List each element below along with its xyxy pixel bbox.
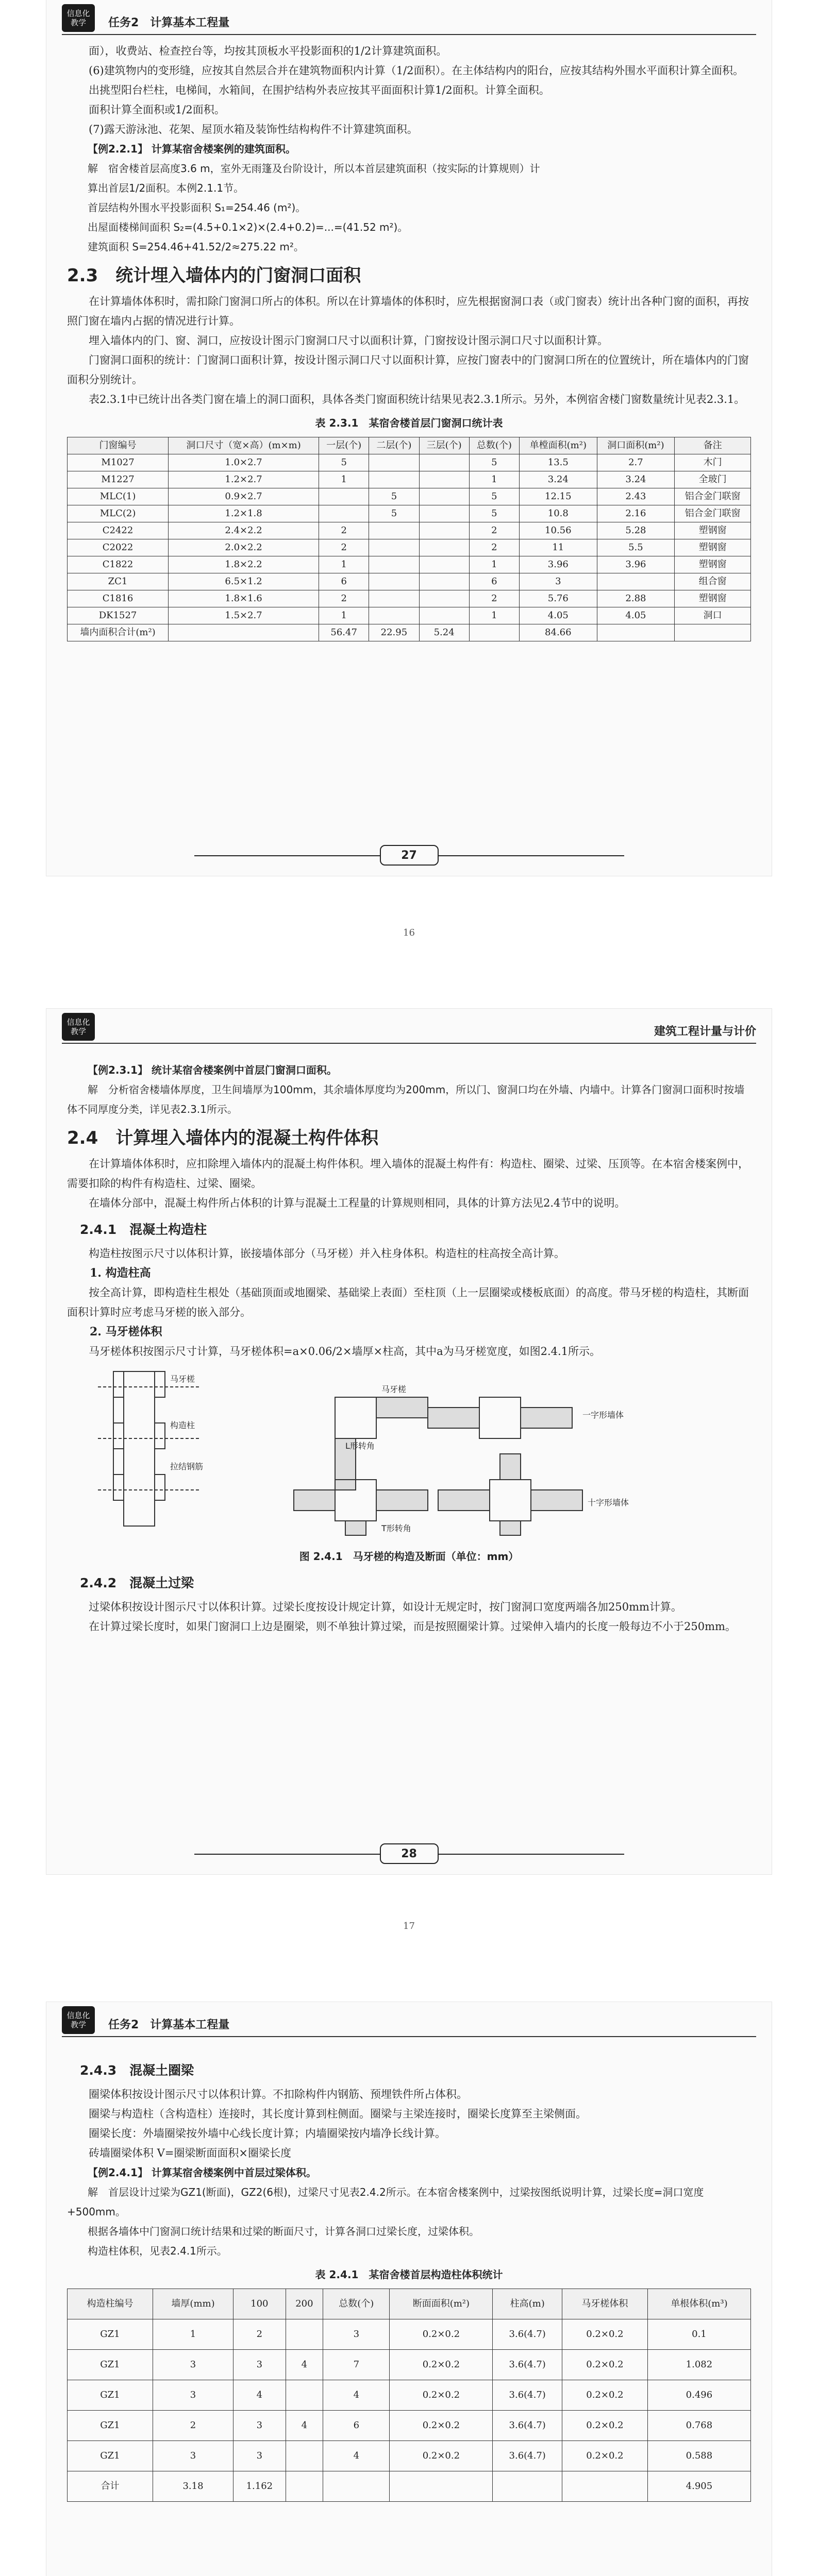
example-body: 根据各墙体中门窗洞口统计结果和过梁的断面尺寸，计算各洞口过梁长度，过梁体积。 [88,2225,479,2238]
paragraph: 马牙槎体积按图示尺寸计算，马牙槎体积=a×0.06/2×墙厚×柱高，其中a为马牙槎宽度，如图2.4.1所示。 [89,1345,601,1358]
table-row [68,624,751,641]
paragraph: 按全高计算，即构造柱生根处（基础顶面或地圈梁、基础梁上表面）至柱顶（上一层圈梁或楼板底面）的高度。带马牙槎的构造柱，其断面面积计算时应考虑马牙槎的嵌入部分。 [67,1286,749,1318]
table-cell [169,624,319,641]
table-cell [286,2441,323,2471]
header-title: 任务2 计算基本工程量 [108,16,230,29]
table-cell: M1227 [68,471,169,488]
example-body: 解 分析宿舍楼墙体厚度，卫生间墙厚为100mm，其余墙体厚度均为200mm，所以门、窗洞口均在外墙、内墙中。计算各门窗洞口面积时按墙体不同厚度分类，详见表2.3.1所示。 [67,1083,745,1115]
table-cell [390,2471,493,2502]
fig-label: 一字形墙体 [582,1410,624,1420]
table-cell: 1 [469,607,519,624]
paragraph: 埋入墙体内的门、窗、洞口，应按设计图示门窗洞口尺寸以面积计算，门窗按设计图示洞口尺寸以面积计算。 [89,334,608,347]
table-cell: DK1527 [68,607,169,624]
table-cell [419,454,469,471]
column-header: 洞口尺寸（宽×高）(m×m) [169,437,319,454]
table-cell: 合计 [68,2471,153,2502]
table-cell: 塑钢窗 [675,539,751,556]
table-cell [369,454,419,471]
table-cell: 2 [319,590,369,607]
page-header [62,2011,756,2037]
table-cell: 5 [319,454,369,471]
table-cell: 2 [469,539,519,556]
table-cell: 0.2×0.2 [562,2441,647,2471]
subsection-title: 2.4.2 混凝土过梁 [80,1575,194,1590]
paragraph: 圈梁长度：外墙圈梁按外墙中心线长度计算；内墙圈梁按内墙净长线计算。 [89,2127,446,2140]
table-cell: 0.588 [647,2441,750,2471]
example-title: 【例2.2.1】 计算某宿舍楼案例的建筑面积。 [88,143,296,155]
formula: 出屋面楼梯间面积 S₂=(4.5+0.1×2)×(2.4+0.2)=...=(41.52 m²)。 [88,221,408,233]
table-cell: 0.2×0.2 [390,2441,493,2471]
table-caption: 表 2.3.1 某宿舍楼首层门窗洞口统计表 [315,417,503,429]
table-cell [419,590,469,607]
table-row [68,2441,751,2471]
table-cell: 6 [323,2411,390,2441]
table-cell: 1 [153,2319,233,2350]
table-row [68,2471,751,2502]
table-cell: 铝合金门联窗 [675,488,751,505]
column-header: 单根体积(m³) [647,2289,750,2319]
column-volume-table [67,2289,751,2502]
table-cell: 2.88 [597,590,675,607]
logo: 信息化 教学 [62,4,95,32]
table-cell [286,2380,323,2411]
table-cell: 1.5×2.7 [169,607,319,624]
column-header: 总数(个) [469,437,519,454]
table-cell: 3.18 [153,2471,233,2502]
table-cell [419,556,469,573]
paragraph: 出挑型阳台栏柱，电梯间，水箱间，在围护结构外表应按其平面面积计算1/2面积。计算全面积。 [89,84,550,96]
table-cell: 0.2×0.2 [390,2350,493,2380]
table-cell [419,471,469,488]
table-cell: 10.8 [520,505,597,522]
table-cell: 1 [469,556,519,573]
column-header: 三层(个) [419,437,469,454]
table-cell: C2422 [68,522,169,539]
table-cell: 全玻门 [675,471,751,488]
table-row [68,2319,751,2350]
sheet-3 [46,2002,772,2576]
table-cell: 3 [233,2350,286,2380]
table-cell: 0.2×0.2 [562,2319,647,2350]
table-cell [419,488,469,505]
table-cell: 5.24 [419,624,469,641]
table-cell [597,624,675,641]
table-cell [319,505,369,522]
table-cell: 1.0×2.7 [169,454,319,471]
column-header: 200 [286,2289,323,2319]
paragraph: 在计算墙体体积时，需扣除门窗洞口所占的体积。所以在计算墙体的体积时，应先根据窗洞口表（或门窗表）统计出各种门窗的面积，再按照门窗在墙内占据的情况进行计算。 [67,295,749,327]
table-cell: 2.43 [597,488,675,505]
table-cell: 5 [469,454,519,471]
table-cell [675,624,751,641]
example-body: 解 首层设计过梁为GZ1(断面)，GZ2(6根)，过梁尺寸见表2.4.2所示。在本宿舍楼案例中，过梁按图纸说明计算，过梁长度=洞口宽度+500mm。 [67,2186,704,2218]
table-cell: C2022 [68,539,169,556]
table-cell: C1816 [68,590,169,607]
figure-caption: 图 2.4.1 马牙槎的构造及断面（单位：mm） [299,1550,519,1563]
example-title: 【例2.3.1】 统计某宿舍楼案例中首层门窗洞口面积。 [88,1064,337,1076]
table-cell [419,607,469,624]
page-number: 16 [403,927,415,938]
table-cell: GZ1 [68,2350,153,2380]
table-cell: 3.6(4.7) [493,2380,562,2411]
fig-label: 拉结钢筋 [170,1462,204,1471]
paragraph: 圈梁与构造柱（含构造柱）连接时，其长度计算到柱侧面。圈梁与主梁连接时，圈梁长度算至主梁侧面。 [89,2108,587,2120]
table-header-row [68,437,751,454]
content-2 [67,1060,751,1636]
table-cell: 3.24 [597,471,675,488]
column-header: 总数(个) [323,2289,390,2319]
paragraph: 面），收费站、检查控台等，均按其顶板水平投影面积的1/2计算建筑面积。 [89,45,447,57]
table-cell [419,539,469,556]
paragraph: 过梁体积按设计图示尺寸以体积计算。过梁长度按设计规定计算，如设计无规定时，按门窗洞口宽度两端各加250mm计算。 [89,1601,682,1613]
column-header: 二层(个) [369,437,419,454]
table-cell [369,607,419,624]
paragraph: 表2.3.1中已统计出各类门窗在墙上的洞口面积，具体各类门窗面积统计结果见表2.3.1所示。另外，本例宿舍楼门窗数量统计见表2.3.1。 [89,393,745,405]
column-header: 马牙槎体积 [562,2289,647,2319]
table-cell: 1.8×2.2 [169,556,319,573]
table-cell: 1 [319,556,369,573]
example-body: 解 宿舍楼首层高度3.6 m，室外无雨篷及台阶设计，所以本首层建筑面积（按实际的计算规则）计 [88,162,540,175]
table-cell: 11 [520,539,597,556]
table-row [68,488,751,505]
logo: 信息化 教学 [62,2006,95,2034]
header-title: 任务2 计算基本工程量 [108,2018,230,2031]
table-caption: 表 2.4.1 某宿舍楼首层构造柱体积统计 [315,2268,503,2281]
table-cell: 2 [319,539,369,556]
table-cell: 5 [369,488,419,505]
table-cell: 6.5×1.2 [169,573,319,590]
table-cell: 1 [319,607,369,624]
table-cell: 13.5 [520,454,597,471]
table-cell: 3.96 [520,556,597,573]
table-cell: 3.24 [520,471,597,488]
column-header: 备注 [675,437,751,454]
table-cell [323,2471,390,2502]
table-cell: 0.2×0.2 [390,2411,493,2441]
table-cell: M1027 [68,454,169,471]
item-title: 2. 马牙槎体积 [90,1325,162,1338]
paragraph: 面积计算全面积或1/2面积。 [89,104,225,116]
paragraph: 在墙体分部中，混凝土构件所占体积的计算与混凝土工程量的计算规则相同，具体的计算方法见2.4节中的说明。 [89,1197,626,1209]
table-cell: 4 [323,2380,390,2411]
table-cell: 5.76 [520,590,597,607]
page-2 [0,993,818,1987]
table-row [68,522,751,539]
table-cell: 3 [233,2411,286,2441]
column-header: 柱高(m) [493,2289,562,2319]
table-row [68,539,751,556]
table-cell: 4.05 [520,607,597,624]
section-title: 2.3 统计埋入墙体内的门窗洞口面积 [67,265,361,286]
column-header: 100 [233,2289,286,2319]
paragraph: 在计算过梁长度时，如果门窗洞口上边是圈梁，则不单独计算过梁，而是按照圈梁计算。过梁伸入墙内的长度一般每边不小于250mm。 [89,1620,736,1633]
table-cell: 6 [469,573,519,590]
table-cell: 4 [233,2380,286,2411]
paragraph: (7)露天游泳池、花架、屋顶水箱及装饰性结构构件不计算建筑面积。 [89,123,418,135]
table-cell: 84.66 [520,624,597,641]
table-cell [369,590,419,607]
column-header: 墙厚(mm) [153,2289,233,2319]
table-cell [286,2319,323,2350]
table-cell: 0.768 [647,2411,750,2441]
sheet-1 [46,0,772,876]
paragraph: 圈梁体积按设计图示尺寸以体积计算。不扣除构件内钢筋、预埋铁件所占体积。 [89,2088,468,2100]
table-cell: 3 [233,2441,286,2471]
table-cell: 0.2×0.2 [390,2380,493,2411]
table-row [68,2350,751,2380]
table-cell: GZ1 [68,2380,153,2411]
item-title: 1. 构造柱高 [90,1266,151,1280]
table-cell: 0.496 [647,2380,750,2411]
page-3 [0,1987,818,2576]
table-row [68,607,751,624]
fig-label: 十字形墙体 [588,1498,629,1507]
table-cell: 22.95 [369,624,419,641]
table-cell: 3.6(4.7) [493,2441,562,2471]
page-number: 17 [403,1921,415,1931]
formula: 首层结构外围水平投影面积 S₁=254.46 (m²)。 [88,201,306,214]
table-cell [369,522,419,539]
table-row [68,2380,751,2411]
table-cell: 3 [153,2350,233,2380]
table-cell: 3 [153,2441,233,2471]
header-title: 建筑工程计量与计价 [654,1025,756,1038]
table-cell: 5 [469,488,519,505]
table-cell: 2.16 [597,505,675,522]
table-cell [469,624,519,641]
table-cell [419,505,469,522]
table-header-row [68,2289,751,2319]
table-row [68,590,751,607]
table-cell: 0.2×0.2 [390,2319,493,2350]
example-body: 构造柱体积，见表2.4.1所示。 [88,2245,227,2257]
table-cell: 4 [286,2411,323,2441]
table-row [68,454,751,471]
table-cell: 4.905 [647,2471,750,2502]
table-cell: 3 [153,2380,233,2411]
table-row [68,505,751,522]
table-cell: 5.5 [597,539,675,556]
fig-label: 马牙槎 [170,1374,195,1384]
page-box: 27 [380,845,439,866]
table-cell: 0.2×0.2 [562,2380,647,2411]
table-cell: 木门 [675,454,751,471]
table-cell: 洞口 [675,607,751,624]
table-cell: 1.162 [233,2471,286,2502]
table-cell: 3 [323,2319,390,2350]
table-cell: MLC(2) [68,505,169,522]
paragraph: (6)建筑物内的变形缝，应按其自然层合并在建筑物面积内计算（1/2面积）。在主体结构内的阳台，应按其结构外围水平面积计算全面积。 [89,64,744,77]
paragraph: 门窗洞口面积的统计：门窗洞口面积计算，按设计图示洞口尺寸以面积计算，应按门窗表中的门窗洞口所在的位置统计，所在墙体内的门窗面积分别统计。 [67,354,749,386]
table-cell: 10.56 [520,522,597,539]
fig-label: 构造柱 [170,1420,195,1430]
table-cell [319,488,369,505]
page-box: 28 [380,1843,439,1864]
door-window-table [67,437,751,641]
table-cell: 3 [520,573,597,590]
table-cell [419,522,469,539]
example-title: 【例2.4.1】 计算某宿舍楼案例中首层过梁体积。 [88,2166,316,2179]
page-header [62,9,756,35]
section-title: 2.4 计算埋入墙体内的混凝土构件体积 [67,1128,379,1148]
table-cell: 5.28 [597,522,675,539]
table-cell: 2 [469,522,519,539]
table-cell: 2 [153,2411,233,2441]
table-cell: 塑钢窗 [675,590,751,607]
toothed-column-diagram [67,1366,747,1536]
table-cell: 2 [469,590,519,607]
page-1 [0,0,818,993]
table-cell: 3.6(4.7) [493,2350,562,2380]
table-cell: 0.2×0.2 [562,2411,647,2441]
table-cell: 0.1 [647,2319,750,2350]
table-cell: ZC1 [68,573,169,590]
table-cell: 2 [319,522,369,539]
sheet-2 [46,1009,772,1874]
table-cell: C1822 [68,556,169,573]
table-cell: 1.2×1.8 [169,505,319,522]
table-cell: 2.0×2.2 [169,539,319,556]
paragraph: 构造柱按图示尺寸以体积计算，嵌接墙体部分（马牙槎）并入柱身体积。构造柱的柱高按全高计算。 [89,1247,565,1260]
table-cell: 墙内面积合计(m²) [68,624,169,641]
table-cell [369,539,419,556]
table-cell: 1.8×1.6 [169,590,319,607]
table-cell: 组合窗 [675,573,751,590]
table-row [68,2411,751,2441]
table-cell: 塑钢窗 [675,522,751,539]
table-cell: 0.2×0.2 [562,2350,647,2380]
column-header: 断面面积(m²) [390,2289,493,2319]
table-cell: 56.47 [319,624,369,641]
fig-label: T形转角 [381,1523,411,1533]
paragraph: 砖墙圈梁体积 V=圈梁断面面积×圈梁长度 [89,2147,292,2159]
table-cell: GZ1 [68,2319,153,2350]
content-3 [67,2054,751,2502]
table-cell: 6 [319,573,369,590]
table-cell [419,573,469,590]
table-cell: 1.082 [647,2350,750,2380]
figure-2-4-1 [67,1366,751,1541]
subsection-title: 2.4.1 混凝土构造柱 [80,1222,207,1237]
page-header [62,1018,756,1044]
content-1 [67,41,751,641]
table-cell [562,2471,647,2502]
subsection-title: 2.4.3 混凝土圈梁 [80,2063,194,2078]
table-cell: 2.4×2.2 [169,522,319,539]
table-cell [369,573,419,590]
table-cell: 3.6(4.7) [493,2411,562,2441]
table-cell: 4 [286,2350,323,2380]
table-cell: 12.15 [520,488,597,505]
table-cell: 2 [233,2319,286,2350]
column-header: 构造柱编号 [68,2289,153,2319]
table-row [68,471,751,488]
column-header: 一层(个) [319,437,369,454]
table-cell: 5 [369,505,419,522]
table-cell: 5 [469,505,519,522]
table-cell: 4 [323,2441,390,2471]
table-cell: 3.6(4.7) [493,2319,562,2350]
table-cell: 0.9×2.7 [169,488,319,505]
column-header: 洞口面积(m²) [597,437,675,454]
table-row [68,556,751,573]
table-cell [369,556,419,573]
column-header: 单樘面积(m²) [520,437,597,454]
table-row [68,573,751,590]
table-cell: 2.7 [597,454,675,471]
column-header: 门窗编号 [68,437,169,454]
table-cell: 3.96 [597,556,675,573]
formula: 建筑面积 S=254.46+41.52/2≈275.22 m²。 [88,241,304,253]
table-cell: GZ1 [68,2441,153,2471]
fig-label: L形转角 [345,1441,375,1451]
table-cell: 1 [319,471,369,488]
logo: 信息化 教学 [62,1013,95,1041]
table-cell [369,471,419,488]
table-cell: 铝合金门联窗 [675,505,751,522]
table-cell: GZ1 [68,2411,153,2441]
table-cell: 4.05 [597,607,675,624]
paragraph: 在计算墙体体积时，应扣除埋入墙体内的混凝土构件体积。埋入墙体的混凝土构件有：构造柱、圈梁、过梁、压顶等。在本宿舍楼案例中，需要扣除的构件有构造柱、过梁、圈梁。 [67,1158,749,1190]
table-cell [286,2471,323,2502]
table-cell: MLC(1) [68,488,169,505]
table-cell [597,573,675,590]
table-cell: 塑钢窗 [675,556,751,573]
fig-label: 马牙槎 [381,1384,407,1394]
table-cell [493,2471,562,2502]
example-body: 算出首层1/2面积。本例2.1.1节。 [88,182,244,194]
table-cell: 1.2×2.7 [169,471,319,488]
table-cell: 1 [469,471,519,488]
table-cell: 7 [323,2350,390,2380]
